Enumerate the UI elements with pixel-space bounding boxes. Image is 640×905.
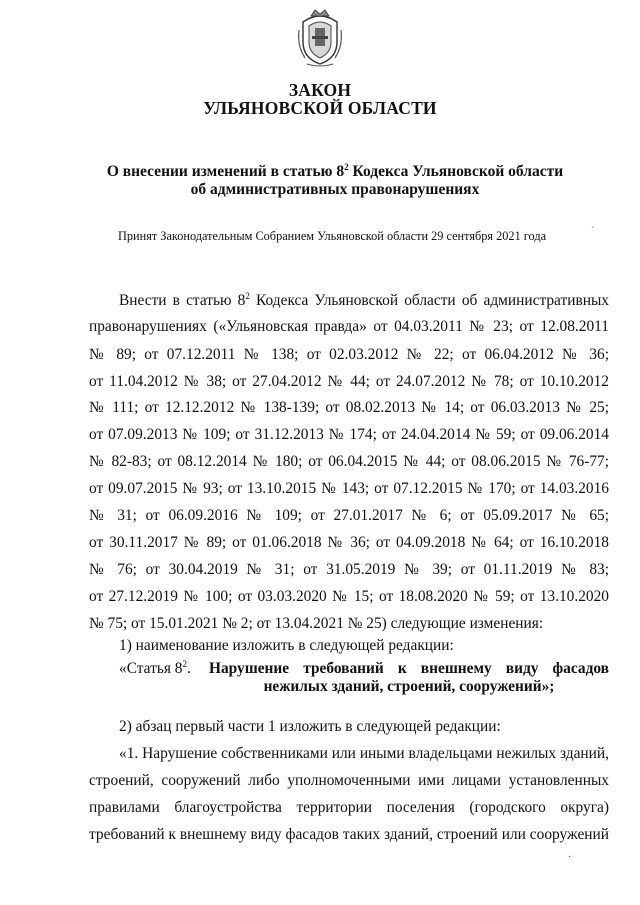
scan-mark: ´: [591, 226, 595, 237]
article-title-line-2: нежилых зданий, строений, сооружений»;: [263, 678, 555, 695]
intro-line: от 11.04.2012 № 38; от 27.04.2012 № 44; от 24.07.2012 № 78; от 10.10.2012: [89, 373, 609, 390]
amendment-item-2: 2) абзац первый части 1 изложить в следующей редакции:: [119, 718, 501, 735]
intro-line: правонарушениях («Ульяновская правда» от 04.03.2011 № 23; от 12.08.2011: [89, 318, 609, 335]
intro-line: № 111; от 12.12.2012 № 138-139; от 08.02.2013 № 14; от 06.03.2013 № 25;: [89, 399, 609, 416]
article-title-line-1: Нарушение требований к внешнему виду фасадов: [209, 660, 609, 677]
law-subject-line-1: О внесении изменений в статью $8^2$ Кодекса Ульяновской области: [106, 161, 564, 180]
article-label: «Статья $8^2$.: [119, 658, 191, 677]
adoption-note: Принят Законодательным Собранием Ульяновской области 29 сентября 2021 года: [118, 229, 547, 243]
intro-line: № 31; от 06.09.2016 № 109; от 27.01.2017 № 6; от 05.09.2017 № 65;: [89, 507, 609, 524]
region-label: УЛЬЯНОВСКОЙ ОБЛАСТИ: [203, 98, 437, 118]
quote-line: правилами благоустройства территории поселения (городского округа): [89, 799, 609, 816]
amendment-item-1: 1) наименование изложить в следующей редакции:: [119, 637, 454, 654]
intro-line: от 27.12.2019 № 100; от 03.03.2020 № 15; от 18.08.2020 № 59; от 13.10.2020: [89, 588, 609, 605]
law-subject-line-2: об административных правонарушениях: [190, 181, 480, 198]
quote-line: требований к внешнему виду фасадов таких зданий, строений или сооружений: [89, 826, 609, 843]
intro-line: от 09.07.2015 № 93; от 13.10.2015 № 143; от 07.12.2015 № 170; от 14.03.2016: [89, 480, 609, 497]
intro-line: № 89; от 07.12.2011 № 138; от 02.03.2012 № 22; от 06.04.2012 № 36;: [89, 346, 609, 363]
intro-first-line: Внести в статью $8^2$ Кодекса Ульяновской области об административных: [119, 290, 609, 309]
intro-last-line: № 75; от 15.01.2021 № 2; от 13.04.2021 № 25) следующие изменения:: [89, 615, 544, 632]
scan-mark: ·: [568, 852, 572, 863]
intro-line: от 07.09.2013 № 109; от 31.12.2013 № 174; от 24.04.2014 № 59; от 09.06.2014: [89, 426, 609, 443]
intro-line: от 30.11.2017 № 89; от 01.06.2018 № 36; от 04.09.2018 № 64; от 16.10.2018: [89, 534, 609, 551]
quote-first-line: «1. Нарушение собственниками или иными владельцами нежилых зданий,: [119, 745, 609, 762]
intro-line: № 82-83; от 08.12.2014 № 180; от 06.04.2015 № 44; от 08.06.2015 № 76-77;: [89, 453, 609, 470]
law-label: ЗАКОН: [288, 80, 352, 100]
coat-of-arms-icon: [297, 8, 343, 68]
intro-line: № 76; от 30.04.2019 № 31; от 31.05.2019 № 39; от 01.11.2019 № 83;: [89, 561, 609, 578]
quote-line: строений, сооружений либо уполномоченными ими лицами установленных: [89, 772, 609, 789]
